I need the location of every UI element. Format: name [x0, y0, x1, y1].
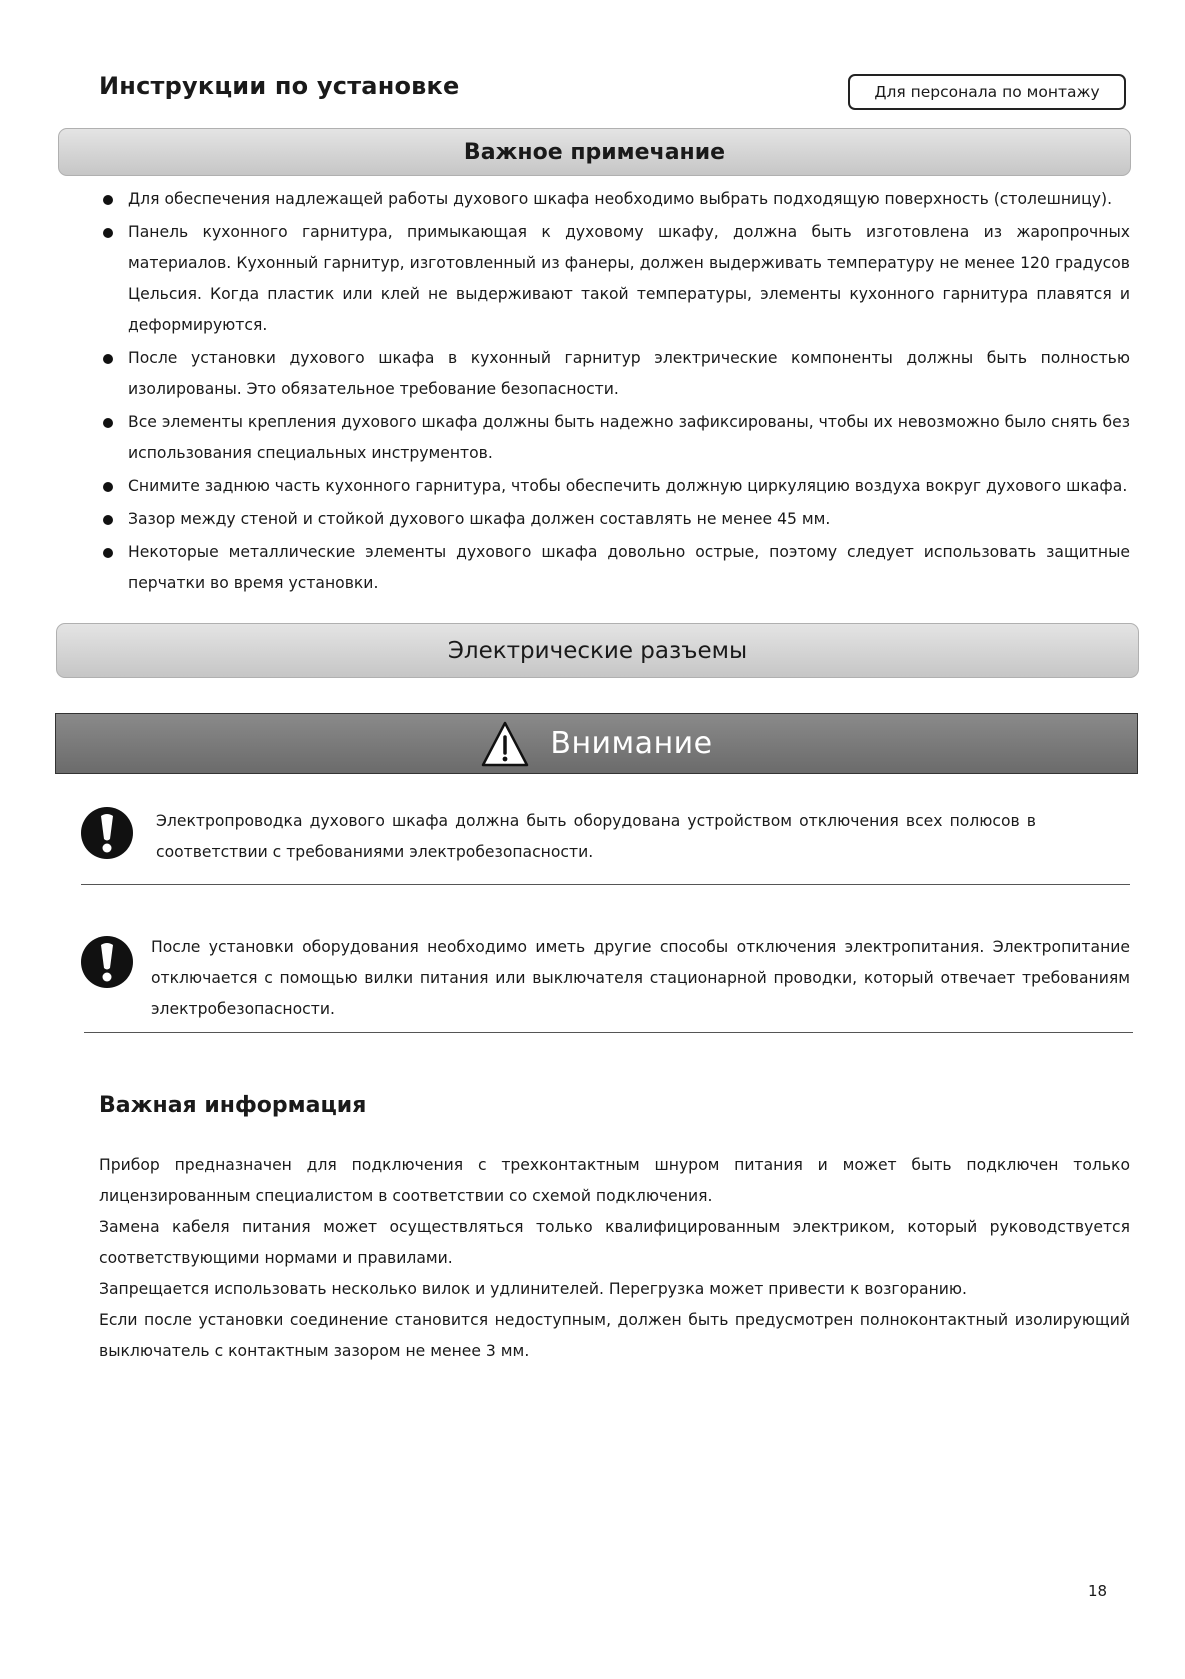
paragraph: Прибор предназначен для подключения с трехконтактным шнуром питания и может быть подключен только лицензированным специалистом в соответствии со схемой подключения.	[99, 1156, 1130, 1205]
list-item-text: Панель кухонного гарнитура, примыкающая к духовому шкафу, должна быть изготовлена из жаропрочных материалов. Кухонный гарнитур, изготовленный из фанеры, должен выдерживать температуру не менее 120 градусов Цельсия. Когда пластик или клей не выдерживают такой температуры, элементы кухонного гарнитура плавятся и деформируются.	[128, 223, 1130, 334]
bullet-dot-icon	[103, 548, 113, 558]
warning-banner	[55, 713, 1138, 774]
important-note-list	[100, 184, 1130, 601]
page-title: Инструкции по установке	[99, 72, 460, 100]
list-item	[100, 217, 1130, 341]
divider	[81, 884, 1130, 885]
list-item-text: Снимите заднюю часть кухонного гарнитура, чтобы обеспечить должную циркуляцию воздуха вокруг духового шкафа.	[128, 477, 1128, 495]
warning-triangle-icon	[480, 720, 530, 768]
bullet-dot-icon	[103, 354, 113, 364]
paragraph: Замена кабеля питания может осуществляться только квалифицированным электриком, который руководствуется соответствующими нормами и правилами.	[99, 1218, 1130, 1267]
caution-text: Электропроводка духового шкафа должна быть оборудована устройством отключения всех полюсов в соответствии с требованиями электробезопасности.	[156, 812, 1036, 861]
divider	[84, 1032, 1133, 1033]
list-item-text: Для обеспечения надлежащей работы духового шкафа необходимо выбрать подходящую поверхность (столешницу).	[128, 190, 1113, 208]
warning-title: Внимание	[550, 726, 713, 761]
list-item-text: Зазор между стеной и стойкой духового шкафа должен составлять не менее 45 мм.	[128, 510, 831, 528]
paragraph: Если после установки соединение становится недоступным, должен быть предусмотрен полноконтактный изолирующий выключатель с контактным зазором не менее 3 мм.	[99, 1311, 1130, 1360]
list-item	[100, 407, 1130, 469]
exclamation-circle-icon	[80, 935, 134, 989]
page-number: 18	[1088, 1582, 1108, 1600]
electrical-connections-heading: Электрические разъемы	[56, 623, 1139, 678]
list-item	[100, 537, 1130, 599]
important-note-heading: Важное примечание	[58, 128, 1131, 176]
important-info-body	[99, 1150, 1130, 1367]
important-info-heading: Важная информация	[99, 1093, 367, 1118]
bullet-dot-icon	[103, 195, 113, 205]
list-item	[100, 184, 1130, 215]
caution-text: После установки оборудования необходимо иметь другие способы отключения электропитания. Электропитание отключается с помощью вилки питания или выключателя стационарной проводки, который отвечает требованиям электробезопасности.	[151, 938, 1130, 1018]
exclamation-circle-icon	[80, 806, 134, 860]
list-item-text: Некоторые металлические элементы духового шкафа довольно острые, поэтому следует использовать защитные перчатки во время установки.	[128, 543, 1130, 592]
list-item	[100, 471, 1130, 502]
bullet-dot-icon	[103, 418, 113, 428]
bullet-dot-icon	[103, 228, 113, 238]
list-item	[100, 504, 1130, 535]
list-item-text: Все элементы крепления духового шкафа должны быть надежно зафиксированы, чтобы их невозможно было снять без использования специальных инструментов.	[128, 413, 1130, 462]
list-item-text: После установки духового шкафа в кухонный гарнитур электрические компоненты должны быть полностью изолированы. Это обязательное требование безопасности.	[128, 349, 1130, 398]
audience-badge: Для персонала по монтажу	[848, 74, 1126, 110]
bullet-dot-icon	[103, 515, 113, 525]
paragraph: Запрещается использовать несколько вилок и удлинителей. Перегрузка может привести к возгоранию.	[99, 1280, 968, 1298]
bullet-dot-icon	[103, 482, 113, 492]
list-item	[100, 343, 1130, 405]
